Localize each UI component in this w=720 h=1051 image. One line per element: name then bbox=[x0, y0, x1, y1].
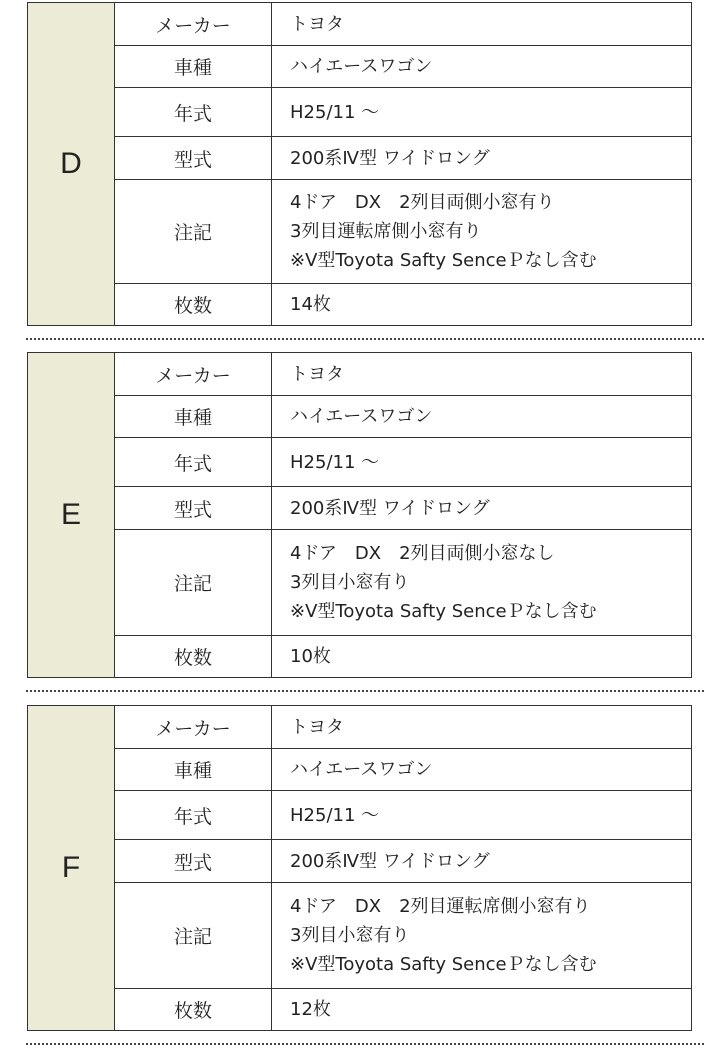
spec-rows bbox=[115, 706, 691, 1030]
row-model bbox=[115, 748, 691, 790]
spec-rows bbox=[115, 353, 691, 677]
row-model bbox=[115, 45, 691, 87]
row-maker bbox=[115, 3, 691, 45]
value-type: 200系Ⅳ型 ワイドロング bbox=[290, 850, 490, 872]
label-count: 枚数 bbox=[115, 989, 272, 1030]
dotted-divider bbox=[26, 338, 704, 340]
row-type bbox=[115, 839, 691, 882]
label-model: 車種 bbox=[115, 46, 272, 87]
value-model: ハイエースワゴン bbox=[290, 759, 433, 780]
spec-table-e bbox=[27, 352, 692, 678]
spec-table-d bbox=[27, 2, 692, 326]
note-line: 3列目小窓有り bbox=[290, 572, 410, 593]
note-line: ※Ⅴ型Toyota Safty SenceＰなし含む bbox=[290, 601, 597, 622]
value-notes bbox=[272, 530, 691, 635]
row-maker bbox=[115, 353, 691, 395]
value-maker: トヨタ bbox=[290, 363, 344, 385]
label-notes: 注記 bbox=[115, 530, 272, 635]
row-notes bbox=[115, 882, 691, 988]
value-year: H25/11 ～ bbox=[290, 451, 380, 473]
label-maker: メーカー bbox=[115, 706, 272, 748]
spec-rows bbox=[115, 3, 691, 325]
label-maker: メーカー bbox=[115, 353, 272, 395]
value-notes bbox=[272, 883, 691, 988]
row-count bbox=[115, 283, 691, 325]
value-maker: トヨタ bbox=[290, 716, 344, 738]
row-count bbox=[115, 988, 691, 1030]
row-type bbox=[115, 486, 691, 529]
variant-letter: F bbox=[28, 706, 115, 1030]
row-year bbox=[115, 790, 691, 839]
variant-letter: E bbox=[28, 353, 115, 677]
value-maker: トヨタ bbox=[290, 13, 344, 35]
row-notes bbox=[115, 179, 691, 283]
label-notes: 注記 bbox=[115, 883, 272, 988]
note-line: 4ドア DX 2列目両側小窓なし bbox=[290, 543, 555, 564]
note-line: ※Ⅴ型Toyota Safty SenceＰなし含む bbox=[290, 954, 597, 975]
value-year: H25/11 ～ bbox=[290, 804, 380, 826]
label-count: 枚数 bbox=[115, 636, 272, 677]
value-type: 200系Ⅳ型 ワイドロング bbox=[290, 147, 490, 169]
row-maker bbox=[115, 706, 691, 748]
value-model: ハイエースワゴン bbox=[290, 406, 433, 427]
note-line: 4ドア DX 2列目運転席側小窓有り bbox=[290, 896, 591, 917]
note-line: 3列目運転席側小窓有り bbox=[290, 221, 482, 242]
row-notes bbox=[115, 529, 691, 635]
value-model: ハイエースワゴン bbox=[290, 56, 433, 77]
label-model: 車種 bbox=[115, 396, 272, 437]
label-type: 型式 bbox=[115, 137, 272, 179]
row-year bbox=[115, 87, 691, 136]
label-year: 年式 bbox=[115, 438, 272, 486]
spec-table-f bbox=[27, 705, 692, 1031]
value-notes bbox=[272, 180, 691, 283]
label-count: 枚数 bbox=[115, 284, 272, 325]
row-year bbox=[115, 437, 691, 486]
row-type bbox=[115, 136, 691, 179]
value-count: 10枚 bbox=[290, 646, 331, 667]
label-model: 車種 bbox=[115, 749, 272, 790]
row-model bbox=[115, 395, 691, 437]
dotted-divider bbox=[26, 1043, 704, 1045]
note-line: ※Ⅴ型Toyota Safty SenceＰなし含む bbox=[290, 250, 597, 271]
label-notes: 注記 bbox=[115, 180, 272, 283]
label-year: 年式 bbox=[115, 791, 272, 839]
value-count: 14枚 bbox=[290, 294, 331, 315]
label-type: 型式 bbox=[115, 487, 272, 529]
variant-letter: D bbox=[28, 3, 115, 325]
label-maker: メーカー bbox=[115, 3, 272, 45]
label-year: 年式 bbox=[115, 88, 272, 136]
row-count bbox=[115, 635, 691, 677]
note-line: 4ドア DX 2列目両側小窓有り bbox=[290, 192, 555, 213]
note-line: 3列目小窓有り bbox=[290, 925, 410, 946]
label-type: 型式 bbox=[115, 840, 272, 882]
value-year: H25/11 ～ bbox=[290, 101, 380, 123]
dotted-divider bbox=[26, 690, 704, 692]
value-count: 12枚 bbox=[290, 999, 331, 1020]
value-type: 200系Ⅳ型 ワイドロング bbox=[290, 497, 490, 519]
